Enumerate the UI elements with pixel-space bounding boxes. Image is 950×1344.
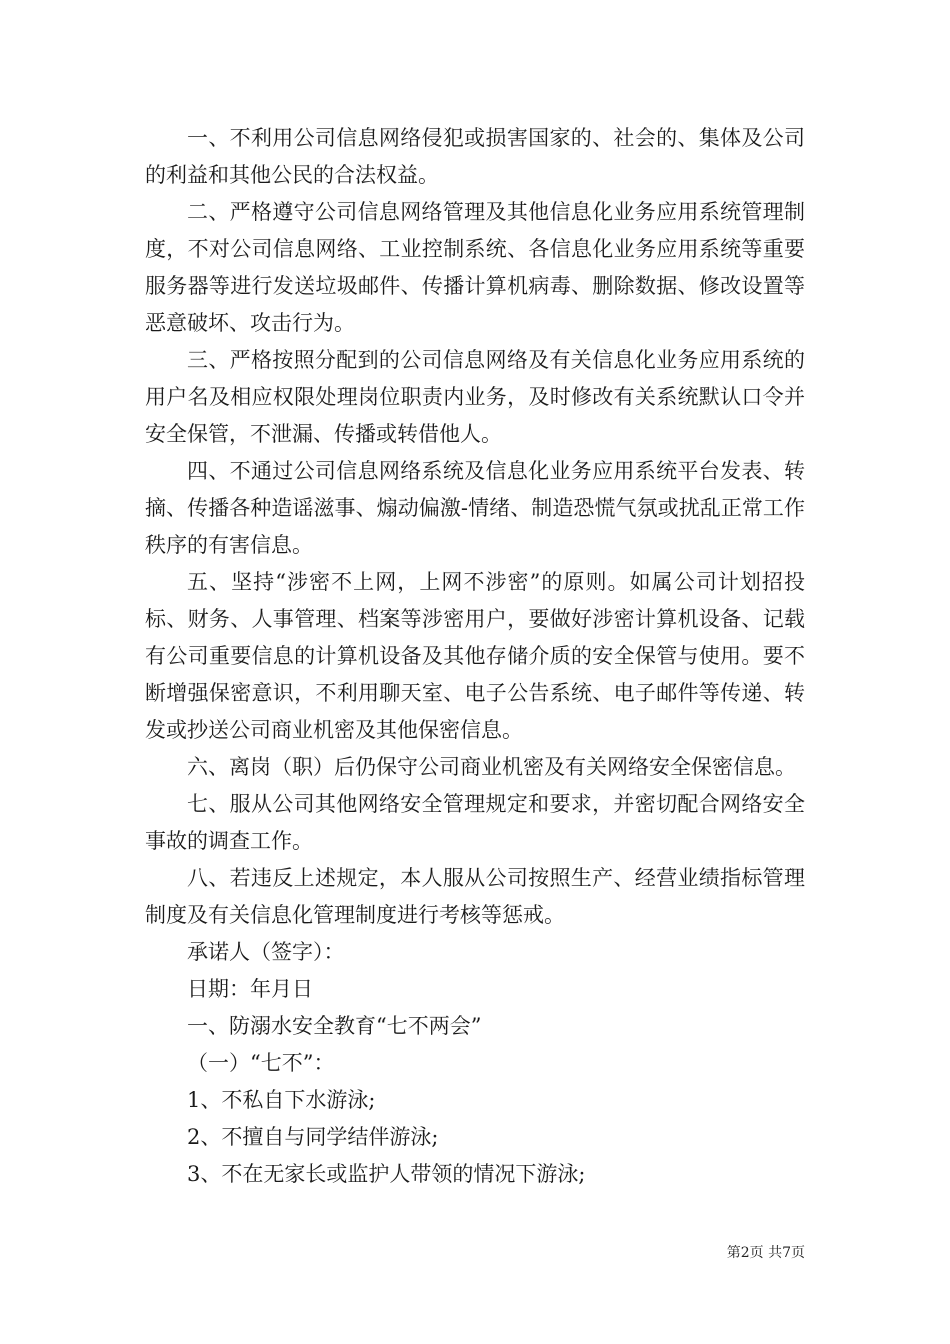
paragraph-5: 五、坚持“涉密不上网，上网不涉密”的原则。如属公司计划招投标、财务、人事管理、档案等涉密用户，要做好涉密计算机设备、记载有公司重要信息的计算机设备及其他存储介质的安全保管与使用。要不断增强保密意识，不利用聊天室、电子公告系统、电子邮件等传递、转发或抄送公司商业机密及其他保密信息。 bbox=[145, 570, 805, 742]
list-item: 3、不在无家长或监护人带领的情况下游泳; bbox=[187, 1162, 586, 1186]
paragraph-4: 四、不通过公司信息网络系统及信息化业务应用系统平台发表、转摘、传播各种造谣滋事、煽动偏激-情绪、制造恐慌气氛或扰乱正常工作秩序的有害信息。 bbox=[145, 459, 805, 557]
paragraph-7: 七、服从公司其他网络安全管理规定和要求，并密切配合网络安全事故的调查工作。 bbox=[145, 792, 805, 853]
date-line: 日期：年月日 bbox=[187, 977, 313, 1001]
page-number-prefix: 第 bbox=[726, 1245, 741, 1261]
page-number-middle: 页 共 bbox=[749, 1245, 783, 1261]
document-body bbox=[145, 120, 805, 1193]
subsection-heading: （一）“七不”： bbox=[187, 1051, 335, 1075]
page-number-suffix: 页 bbox=[791, 1245, 805, 1261]
paragraph-1: 一、不利用公司信息网络侵犯或损害国家的、社会的、集体及公司的利益和其他公民的合法权益。 bbox=[145, 126, 805, 187]
paragraph-6: 六、离岗（职）后仍保守公司商业机密及有关网络安全保密信息。 bbox=[187, 755, 796, 779]
page-number-current: 2 bbox=[740, 1245, 750, 1261]
signature-line: 承诺人（签字）： bbox=[187, 940, 345, 964]
list-item: 2、不擅自与同学结伴游泳; bbox=[187, 1125, 439, 1149]
paragraph-3: 三、严格按照分配到的公司信息网络及有关信息化业务应用系统的用户名及相应权限处理岗位职责内业务，及时修改有关系统默认口令并安全保管，不泄漏、传播或转借他人。 bbox=[145, 348, 805, 446]
page-number bbox=[727, 1244, 805, 1262]
page-number-total: 7 bbox=[782, 1245, 791, 1261]
section-heading: 一、防溺水安全教育“七不两会” bbox=[187, 1014, 482, 1038]
paragraph-2: 二、严格遵守公司信息网络管理及其他信息化业务应用系统管理制度，不对公司信息网络、工业控制系统、各信息化业务应用系统等重要服务器等进行发送垃圾邮件、传播计算机病毒、删除数据、修改设置等恶意破坏、攻击行为。 bbox=[145, 200, 805, 335]
paragraph-8: 八、若违反上述规定，本人服从公司按照生产、经营业绩指标管理制度及有关信息化管理制度进行考核等惩戒。 bbox=[145, 866, 805, 927]
list-item: 1、不私自下水游泳; bbox=[187, 1088, 376, 1112]
